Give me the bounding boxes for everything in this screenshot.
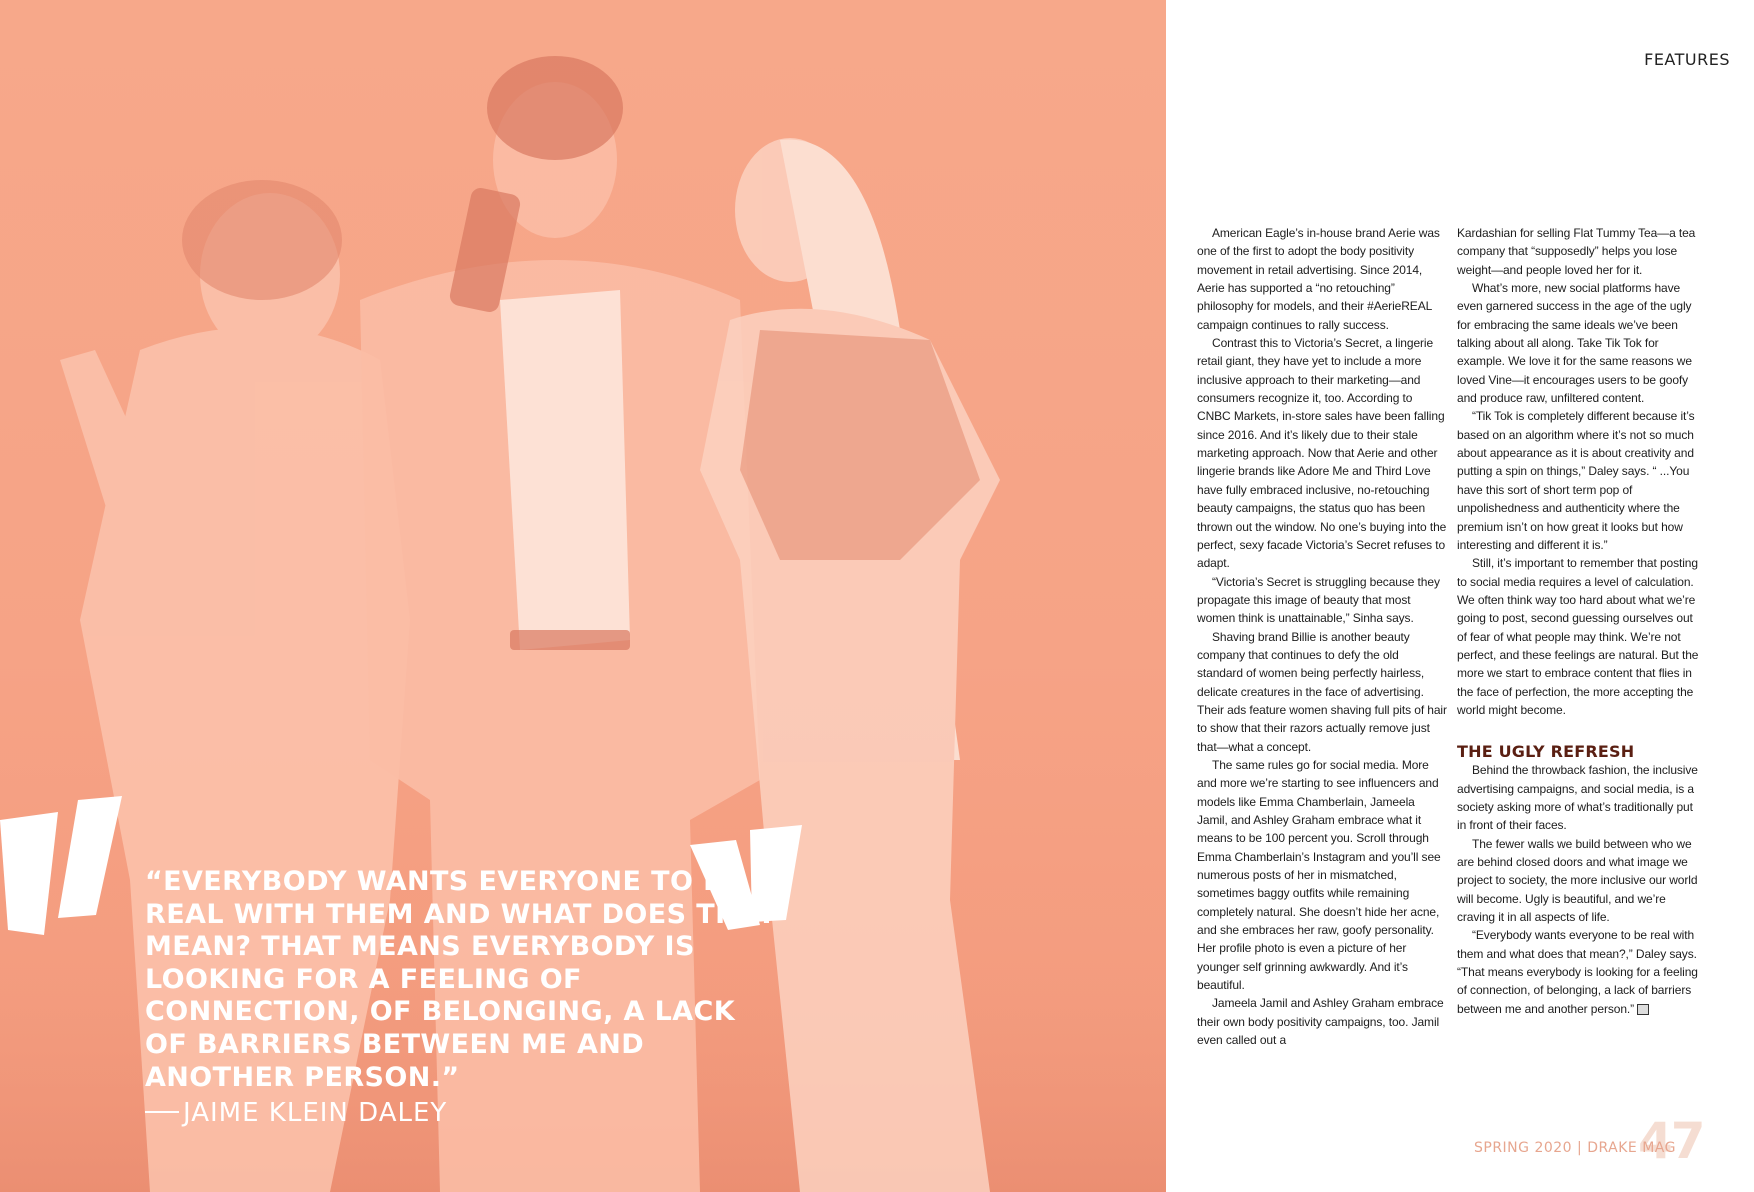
dash-icon bbox=[145, 1111, 179, 1113]
subheading: THE UGLY REFRESH bbox=[1457, 742, 1635, 762]
paragraph: Still, it’s important to remember that posting to social media requires a level of calculation. We often think way too hard about what we’re going to post, second guessing ourselves out of fear of what people may think. We’re not perfect, and these feelings are natural. But the more we start to embrace content that flies in the face of perfection, the more accepting the world might become. bbox=[1457, 556, 1699, 717]
paragraph: The same rules go for social media. More and more we’re starting to see influencers and models like Emma Chamberlain, Jameela Jamil, and Ashley Graham embrace what it means to be 100 percent you. Scroll through Emma Chamberlain’s Instagram and you’ll see numerous posts of her in mismatched, sometimes baggy outfits while remaining completely natural. She doesn’t hide her acne, and she embraces her raw, goofy personality. Her profile photo is even a picture of her younger self grinning awkwardly. And it’s beautiful. bbox=[1197, 757, 1441, 993]
paragraph: “Victoria’s Secret is struggling because they propagate this image of beauty that most women think is unattainable,” Sinha says. bbox=[1197, 574, 1440, 626]
paragraph: American Eagle’s in-house brand Aerie was one of the first to adopt the body positivity movement in retail advertising. Since 2014, Aerie has supported a “no retouching” philosophy for models, and their #AerieREAL campaign continues to rally success. bbox=[1197, 226, 1440, 332]
section-label: FEATURES bbox=[1644, 50, 1730, 69]
paragraph: “Everybody wants everyone to be real with them and what does that mean?,” Daley says. “That means everybody is looking for a feeling of connection, of belonging, a lack of barriers between me and another person.” bbox=[1457, 928, 1698, 1016]
paragraph: “Tik Tok is completely different because it’s based on an algorithm where it’s not so much about appearance as it is about creativity and putting a spin on things,” Daley says. “ ...You have this sort of short term pop of unpolishedness and authenticity where the premium isn’t on how great it looks but how interesting and different it is.” bbox=[1457, 409, 1695, 552]
page-number: 47 bbox=[1638, 1112, 1704, 1170]
paragraph: Kardashian for selling Flat Tummy Tea—a tea company that “supposedly” helps you lose weight—and people loved her for it. bbox=[1457, 226, 1696, 277]
paragraph: Contrast this to Victoria’s Secret, a lingerie retail giant, they have yet to include a more inclusive approach to their marketing—and consumers recognize it, too. According to CNBC Markets, in-store sales have been falling since 2016. And it’s likely due to their stale marketing approach. Now that Aerie and other lingerie brands like Adore Me and Third Love have fully embraced inclusive, no-retouching beauty campaigns, the status quo has been thrown out the window. No one’s buying into the perfect, sexy facade Victoria’s Secret refuses to adapt. bbox=[1197, 336, 1447, 571]
quote-attribution: JAIME KLEIN DALEY bbox=[145, 1098, 705, 1128]
article-column-2 bbox=[1457, 224, 1700, 1018]
paragraph: Shaving brand Billie is another beauty company that continues to defy the old standard of women being perfectly hairless, delicate creatures in the face of advertising. Their ads feature women shaving full pits of hair to show that their razors actually remove just that—what a concept. bbox=[1197, 629, 1447, 754]
article-column-1 bbox=[1197, 224, 1447, 1049]
paragraph: What’s more, new social platforms have even garnered success in the age of the ugly for embracing the same ideals we’ve been talking about all along. Take Tik Tok for example. We love it for the same reasons we loved Vine—it encourages users to be goofy and produce raw, unfiltered content. bbox=[1457, 281, 1692, 406]
paragraph: Behind the throwback fashion, the inclusive advertising campaigns, and social media, is a society asking more of what’s traditionally put in front of their faces. bbox=[1457, 763, 1698, 833]
paragraph: The fewer walls we build between who we are behind closed doors and what image we project to society, the more inclusive our world will become. Ugly is beautiful, and we’re craving it in all aspects of life. bbox=[1457, 836, 1698, 925]
pull-quote: “EVERYBODY WANTS EVERYONE TO BE REAL WITH THEM AND WHAT DOES THAT MEAN? THAT MEANS EVERYBODY IS LOOKING FOR A FEELING OF CONNECTION, OF BELONGING, A LACK OF BARRIERS BETWEEN ME AND ANOTHER PERSON.” bbox=[145, 866, 777, 1093]
end-mark-icon bbox=[1637, 1004, 1649, 1015]
paragraph: Jameela Jamil and Ashley Graham embrace their own body positivity campaigns, too. Jamil even called out a bbox=[1197, 996, 1444, 1048]
footer-issue: SPRING 2020 | DRAKE MAG bbox=[1474, 1140, 1676, 1156]
